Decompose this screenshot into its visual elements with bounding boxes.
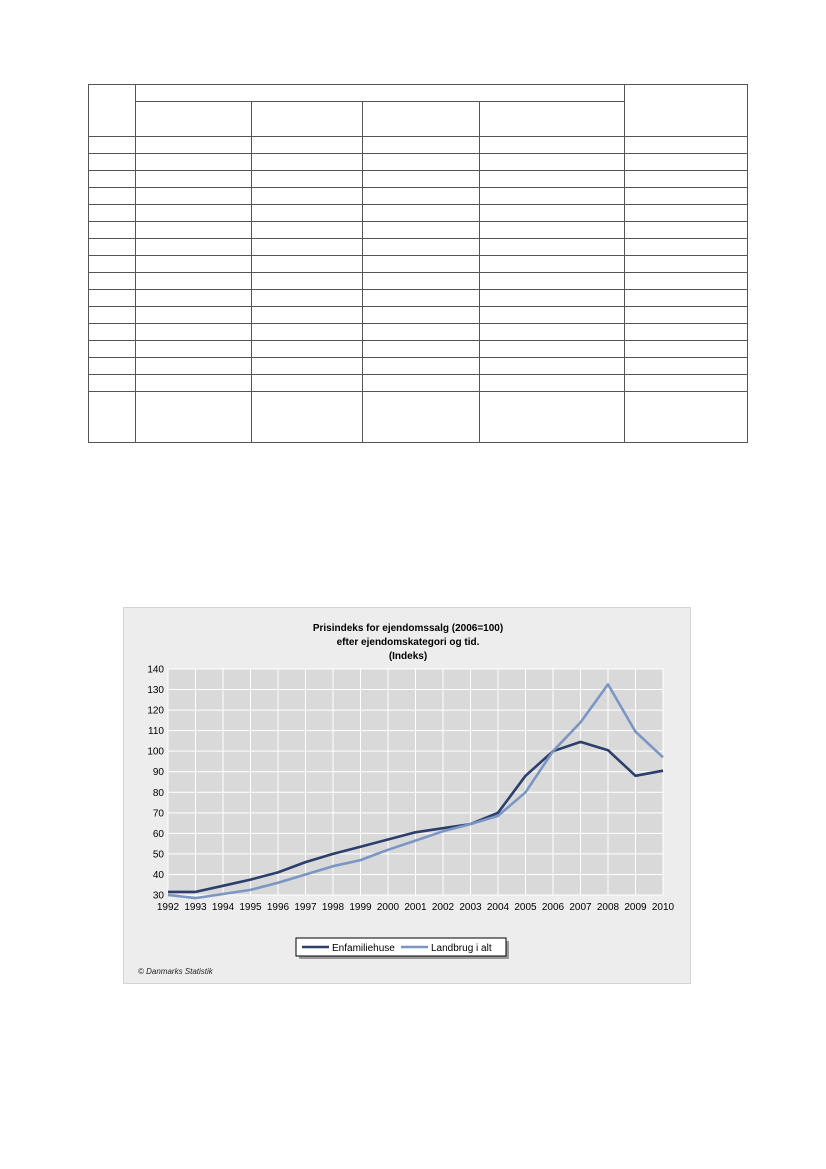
table-cell (363, 375, 480, 392)
table-cell (480, 324, 625, 341)
table-cell (252, 324, 363, 341)
table-cell (363, 324, 480, 341)
x-tick-label: 2010 (651, 902, 675, 913)
table-cell (136, 137, 252, 154)
table-cell (363, 256, 480, 273)
table-cell (136, 239, 252, 256)
table-cell (136, 290, 252, 307)
table-row (89, 222, 748, 239)
table-cell (480, 273, 625, 290)
table-row (89, 239, 748, 256)
table-cell (363, 205, 480, 222)
table-cell (89, 358, 136, 375)
table-cell (480, 222, 625, 239)
table-cell (136, 375, 252, 392)
table-cell (89, 188, 136, 205)
table-row (89, 307, 748, 324)
table-cell (625, 375, 748, 392)
table-cell (480, 290, 625, 307)
table-cell (480, 358, 625, 375)
x-tick-label: 2006 (541, 902, 565, 913)
chart-subtitle: efter ejendomskategori og tid. (336, 637, 480, 648)
table-cell (625, 154, 748, 171)
table-cell (252, 188, 363, 205)
x-tick-label: 2002 (431, 902, 455, 913)
table-cell (136, 154, 252, 171)
table-cell (625, 188, 748, 205)
table-row (89, 205, 748, 222)
table-cell (480, 392, 625, 443)
table-cell (136, 324, 252, 341)
x-tick-label: 1995 (239, 902, 262, 913)
empty-data-table (88, 84, 748, 443)
table-cell (252, 256, 363, 273)
table-cell (625, 205, 748, 222)
table-cell (252, 154, 363, 171)
table-cell (136, 256, 252, 273)
table-cell (480, 171, 625, 188)
table-cell (136, 171, 252, 188)
table-cell (363, 307, 480, 324)
chart-unit-label: (Indeks) (388, 651, 428, 662)
table-cell (252, 171, 363, 188)
table-cell (625, 341, 748, 358)
table-cell (625, 307, 748, 324)
legend-label-enfamiliehuse: Enfamiliehuse (332, 943, 395, 954)
y-tick-label: 130 (147, 685, 164, 697)
table-cell (252, 239, 363, 256)
table-cell (136, 205, 252, 222)
chart-credit: © Danmarks Statistik (138, 967, 213, 976)
y-tick-label: 100 (147, 746, 164, 758)
table-cell (252, 205, 363, 222)
table-cell (136, 341, 252, 358)
y-tick-label: 90 (152, 767, 164, 779)
x-tick-label: 2005 (514, 902, 537, 913)
y-tick-label: 40 (152, 869, 164, 881)
table-cell (625, 324, 748, 341)
table-cell (480, 307, 625, 324)
table-cell (136, 358, 252, 375)
table-cell (480, 256, 625, 273)
table-cell (480, 137, 625, 154)
table-row (89, 256, 748, 273)
table-row (89, 290, 748, 307)
x-tick-label: 2000 (376, 902, 400, 913)
table-cell (252, 307, 363, 324)
table-cell (89, 256, 136, 273)
y-tick-label: 30 (152, 890, 164, 902)
table-cell (625, 290, 748, 307)
table-cell (89, 137, 136, 154)
table-cell (89, 222, 136, 239)
table-cell (136, 273, 252, 290)
table-cell (89, 171, 136, 188)
table-cell (480, 341, 625, 358)
table-cell (480, 154, 625, 171)
table-cell (136, 307, 252, 324)
table-cell (252, 375, 363, 392)
table-row (89, 392, 748, 443)
table-cell (625, 239, 748, 256)
table-row (89, 171, 748, 188)
table-cell (363, 222, 480, 239)
table-cell (252, 358, 363, 375)
table-cell (136, 222, 252, 239)
table-cell (363, 273, 480, 290)
y-axis (147, 665, 164, 902)
x-tick-label: 1996 (266, 902, 290, 913)
table-cell (363, 137, 480, 154)
table-cell (625, 256, 748, 273)
table-row (89, 324, 748, 341)
y-tick-label: 120 (147, 705, 164, 717)
table-row (89, 341, 748, 358)
table-cell (625, 222, 748, 239)
table-cell (363, 188, 480, 205)
table-row (89, 154, 748, 171)
x-tick-label: 1998 (321, 902, 345, 913)
y-tick-label: 60 (152, 828, 164, 840)
x-tick-label: 2001 (404, 902, 427, 913)
table-cell (89, 205, 136, 222)
table-cell (136, 392, 252, 443)
table-cell (625, 137, 748, 154)
y-tick-label: 80 (152, 787, 164, 799)
chart-canvas (124, 608, 692, 985)
x-tick-label: 1997 (294, 902, 317, 913)
x-tick-label: 1993 (184, 902, 207, 913)
y-tick-label: 110 (148, 726, 164, 738)
table-cell (89, 341, 136, 358)
table-cell (363, 341, 480, 358)
x-tick-label: 2009 (624, 902, 647, 913)
x-tick-label: 2003 (459, 902, 482, 913)
table-cell (89, 154, 136, 171)
table-cell (252, 290, 363, 307)
table-cell (480, 205, 625, 222)
table-cell (625, 273, 748, 290)
chart-title: Prisindeks for ejendomssalg (2006=100) (312, 623, 504, 634)
x-tick-label: 1992 (156, 902, 180, 913)
table-cell (136, 188, 252, 205)
x-tick-label: 2007 (569, 902, 592, 913)
table-row (89, 358, 748, 375)
price-index-chart (123, 607, 691, 984)
table-cell (363, 154, 480, 171)
table-cell (89, 324, 136, 341)
table-row (89, 137, 748, 154)
table-row (89, 188, 748, 205)
table-cell (252, 222, 363, 239)
table-cell (363, 239, 480, 256)
x-tick-label: 2008 (596, 902, 620, 913)
y-tick-label: 50 (152, 849, 164, 861)
table-row (89, 273, 748, 290)
table-cell (625, 171, 748, 188)
table-cell (363, 290, 480, 307)
table-cell (363, 358, 480, 375)
table-cell (252, 392, 363, 443)
table-cell (480, 239, 625, 256)
table-cell (363, 392, 480, 443)
table-cell (89, 290, 136, 307)
table-cell (252, 137, 363, 154)
table-cell (363, 171, 480, 188)
table-cell (480, 375, 625, 392)
table-cell (89, 239, 136, 256)
x-tick-label: 1999 (349, 902, 372, 913)
x-tick-label: 1994 (211, 902, 235, 913)
x-tick-label: 2004 (486, 902, 510, 913)
table-cell (89, 375, 136, 392)
table-cell (252, 341, 363, 358)
table-row (89, 375, 748, 392)
y-tick-label: 140 (147, 664, 164, 676)
y-tick-label: 70 (152, 808, 164, 820)
x-axis (157, 902, 675, 913)
table-cell (89, 392, 136, 443)
table-cell (89, 307, 136, 324)
table-cell (625, 358, 748, 375)
table-cell (625, 392, 748, 443)
legend-label-landbrug: Landbrug i alt (431, 943, 492, 954)
table-cell (89, 273, 136, 290)
table-cell (480, 188, 625, 205)
legend (296, 938, 509, 959)
table-header-row (89, 85, 748, 102)
table-cell (252, 273, 363, 290)
